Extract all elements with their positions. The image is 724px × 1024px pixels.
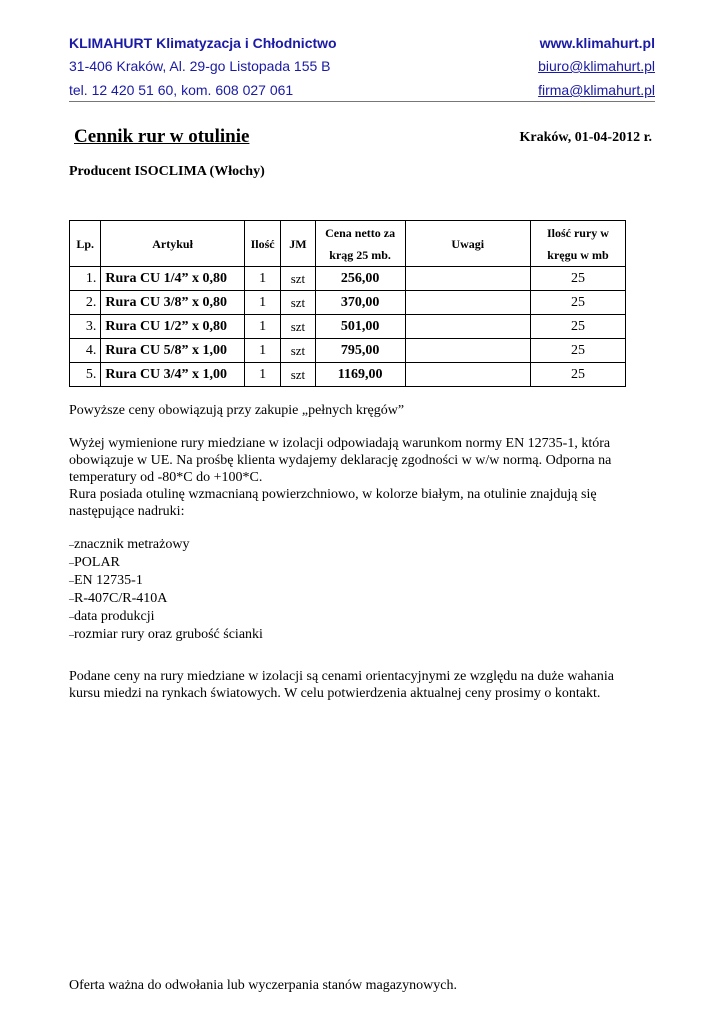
cell-length: 25 bbox=[530, 315, 625, 339]
cell-length: 25 bbox=[530, 291, 625, 315]
header-notes: Uwagi bbox=[405, 221, 530, 267]
disclaimer-line: kursu miedzi na rynkach światowych. W celu potwierdzenia aktualnej ceny prosimy o kontakt. bbox=[69, 686, 601, 701]
company-address: 31-406 Kraków, Al. 29-go Listopada 155 B bbox=[69, 58, 331, 74]
product-description bbox=[69, 435, 649, 520]
company-brand: KLIMAHURT bbox=[69, 35, 153, 51]
cell-lp: 2. bbox=[70, 291, 101, 315]
header-line-address bbox=[69, 57, 655, 75]
cell-article: Rura CU 1/4” x 0,80 bbox=[101, 267, 245, 291]
cell-lp: 5. bbox=[70, 363, 101, 387]
table-row bbox=[70, 291, 626, 315]
table-row bbox=[70, 339, 626, 363]
description-line: następujące nadruki: bbox=[69, 504, 185, 519]
disclaimer-line: Podane ceny na rury miedziane w izolacji są cenami orientacyjnymi ze względu na duże wahania bbox=[69, 669, 614, 684]
description-line: Wyżej wymienione rury miedziane w izolacji odpowiadają warunkom normy EN 12735-1, która bbox=[69, 436, 611, 451]
offer-validity-footer: Oferta ważna do odwołania lub wyczerpania stanów magazynowych. bbox=[69, 978, 457, 993]
document-title: Cennik rur w otulinie bbox=[74, 126, 250, 147]
full-coil-note: Powyższe ceny obowiązują przy zakupie „pełnych kręgów” bbox=[69, 403, 405, 418]
table-row bbox=[70, 315, 626, 339]
cell-notes bbox=[405, 363, 530, 387]
cell-qty: 1 bbox=[244, 339, 280, 363]
cell-price: 370,00 bbox=[315, 291, 405, 315]
header-unit: JM bbox=[281, 221, 315, 267]
table-header-row bbox=[70, 221, 626, 267]
cell-unit: szt bbox=[281, 339, 315, 363]
print-markings-list bbox=[69, 536, 263, 644]
cell-length: 25 bbox=[530, 339, 625, 363]
cell-notes bbox=[405, 267, 530, 291]
cell-price: 256,00 bbox=[315, 267, 405, 291]
list-item: –R-407C/R-410A bbox=[69, 591, 168, 606]
cell-article: Rura CU 3/4” x 1,00 bbox=[101, 363, 245, 387]
header-length-line1: Ilość rury w bbox=[546, 225, 609, 240]
cell-qty: 1 bbox=[244, 267, 280, 291]
website-link[interactable]: www.klimahurt.pl bbox=[539, 35, 655, 51]
header-price-line1: Cena netto za bbox=[325, 225, 396, 240]
email-link-biuro[interactable]: biuro@klimahurt.pl bbox=[538, 58, 655, 74]
cell-unit: szt bbox=[281, 363, 315, 387]
header-qty: Ilość bbox=[244, 221, 280, 267]
cell-article: Rura CU 3/8” x 0,80 bbox=[101, 291, 245, 315]
list-item: –znacznik metrażowy bbox=[69, 537, 190, 552]
cell-article: Rura CU 5/8” x 1,00 bbox=[101, 339, 245, 363]
header-length bbox=[530, 221, 625, 267]
price-table bbox=[69, 220, 626, 387]
description-line: temperatury od -80*C do +100*C. bbox=[69, 470, 263, 485]
cell-unit: szt bbox=[281, 267, 315, 291]
header-divider bbox=[69, 101, 655, 102]
cell-unit: szt bbox=[281, 315, 315, 339]
list-item: –rozmiar rury oraz grubość ścianki bbox=[69, 627, 263, 642]
cell-length: 25 bbox=[530, 363, 625, 387]
header-line-phone bbox=[69, 81, 655, 99]
cell-unit: szt bbox=[281, 291, 315, 315]
company-description: Klimatyzacja i Chłodnictwo bbox=[156, 35, 337, 51]
description-line: Rura posiada otulinę wzmacnianą powierzchniowo, w kolorze białym, na otulinie znajdują się bbox=[69, 487, 597, 502]
price-disclaimer bbox=[69, 668, 649, 702]
list-item: –data produkcji bbox=[69, 609, 155, 624]
cell-lp: 3. bbox=[70, 315, 101, 339]
cell-notes bbox=[405, 315, 530, 339]
cell-price: 501,00 bbox=[315, 315, 405, 339]
header-article: Artykuł bbox=[101, 221, 245, 267]
table-row bbox=[70, 363, 626, 387]
cell-qty: 1 bbox=[244, 363, 280, 387]
cell-article: Rura CU 1/2” x 0,80 bbox=[101, 315, 245, 339]
list-item: –POLAR bbox=[69, 555, 120, 570]
cell-lp: 1. bbox=[70, 267, 101, 291]
document-date: Kraków, 01-04-2012 r. bbox=[519, 130, 652, 145]
email-link-firma[interactable]: firma@klimahurt.pl bbox=[538, 82, 655, 98]
header-price-line2: krąg 25 mb. bbox=[329, 247, 391, 262]
company-phone: tel. 12 420 51 60, kom. 608 027 061 bbox=[69, 82, 294, 98]
cell-notes bbox=[405, 339, 530, 363]
producer-line: Producent ISOCLIMA (Włochy) bbox=[69, 164, 265, 179]
header-lp: Lp. bbox=[70, 221, 101, 267]
cell-notes bbox=[405, 291, 530, 315]
header-line-company bbox=[69, 34, 655, 52]
header-price bbox=[315, 221, 405, 267]
cell-price: 1169,00 bbox=[315, 363, 405, 387]
cell-qty: 1 bbox=[244, 315, 280, 339]
cell-price: 795,00 bbox=[315, 339, 405, 363]
description-line: obowiązuje w UE. Na prośbę klienta wydajemy deklarację zgodności w w/w normą. Odporna na bbox=[69, 453, 612, 468]
cell-lp: 4. bbox=[70, 339, 101, 363]
list-item: –EN 12735-1 bbox=[69, 573, 143, 588]
table-row bbox=[70, 267, 626, 291]
header-length-line2: kręgu w mb bbox=[547, 247, 609, 262]
cell-length: 25 bbox=[530, 267, 625, 291]
cell-qty: 1 bbox=[244, 291, 280, 315]
